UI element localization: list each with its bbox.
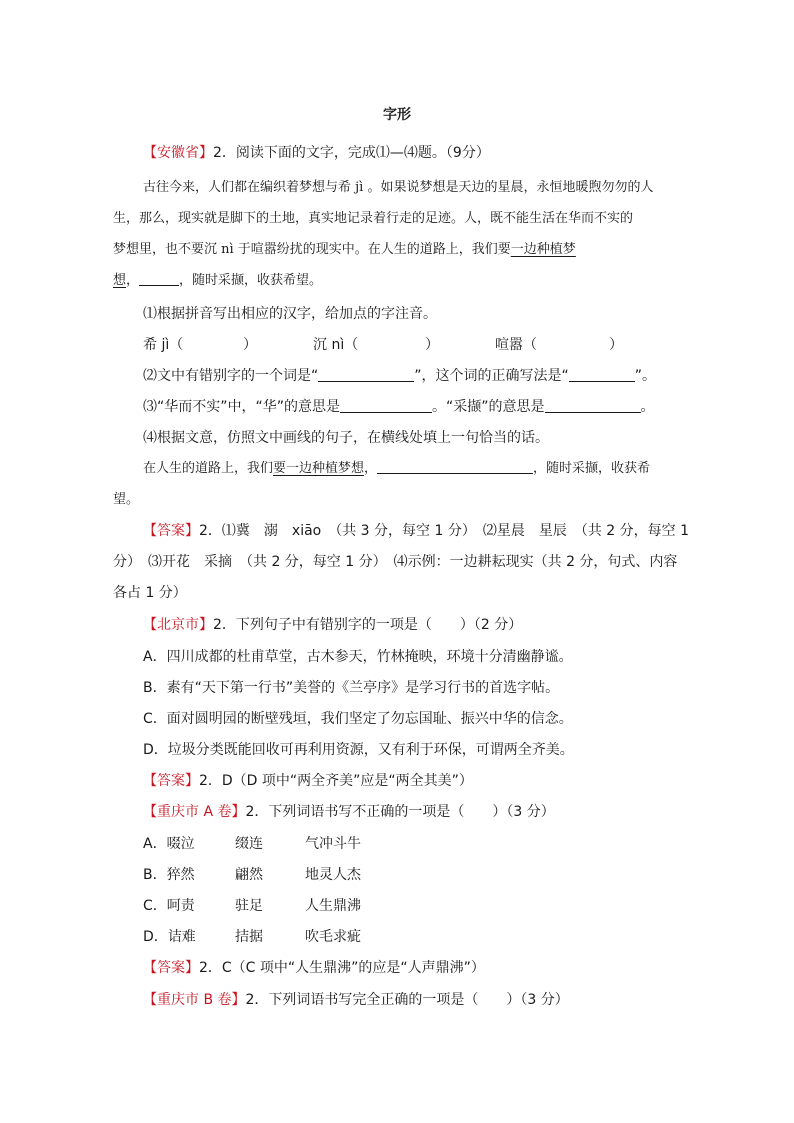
q2-option-a: A．四川成都的杜甫草堂，古木参天，竹林掩映，环境十分清幽静谧。 xyxy=(143,649,573,665)
q3-answer: 【答案】2．C（C 项中“人生鼎沸”的应是“人声鼎沸”） xyxy=(143,960,485,976)
q2-option-b: B．素有“天下第一行书”美誉的《兰亭序》是学习行书的首选字帖。 xyxy=(143,680,560,696)
q2-option-c: C．面对圆明园的断壁残垣，我们坚定了勿忘国耻、振兴中华的信念。 xyxy=(143,711,573,727)
item-xi-ji: 希 jì（ xyxy=(143,337,184,353)
q1-sub2: ⑵文中有错别字的一个词是“ ”，这个词的正确写法是“ ”。 xyxy=(143,368,657,384)
q1-sub4-sentence: 在人生的道路上，我们要一边种植梦想， ，随时采撷，收获希 xyxy=(143,461,651,476)
q2-option-d: D．垃圾分类既能回收可再利用资源，又有利于环保，可谓两全齐美。 xyxy=(143,742,574,758)
page-title: 字形 xyxy=(383,107,411,123)
q1-passage-line-3 xyxy=(113,240,576,260)
q1-region-tag: 【安徽省】 xyxy=(143,145,213,161)
q3-heading xyxy=(143,802,555,822)
answer-tag: 【答案】 xyxy=(143,523,199,539)
q1-sub4: ⑷根据文意，仿照文中画线的句子，在横线处填上一句恰当的话。 xyxy=(143,430,549,446)
q1-passage-line-2: 生，那么，现实就是脚下的土地，真实地记录着行走的足迹。人，既不能生活在华而不实的 xyxy=(113,211,634,226)
q1-underlined-end: 想 xyxy=(113,273,127,288)
q1-answer-line-2: 分） ⑶开花 采摘 （共 2 分，每空 1 分） ⑷示例：一边耕耘现实（共 2 分，句式、内容 xyxy=(113,554,678,570)
q2-heading xyxy=(143,615,522,635)
q1-prompt: 2．阅读下面的文字，完成⑴—⑷题。（9分） xyxy=(213,145,490,161)
q4-heading xyxy=(143,990,569,1010)
q4-region-tag: 【重庆市 B 卷】 xyxy=(143,992,246,1008)
q1-sub4-sentence-end: 望。 xyxy=(113,492,140,507)
q1-answer-line-1: 【答案】2．⑴冀 溺 xiāo （共 3 分，每空 1 分） ⑵星晨 星辰 （共 2 分，每空 1 xyxy=(143,523,690,539)
item-chen-ni: 沉 nì（ xyxy=(313,337,359,353)
passage-blank xyxy=(139,271,179,286)
q3-prompt: 2．下列词语书写不正确的一项是（ ）（3 分） xyxy=(245,804,555,820)
q3-option-a: A．啜泣 缀连 气冲斗牛 xyxy=(143,836,361,852)
q2-answer: 【答案】2．D（D 项中“两全齐美”应是“两全其美”） xyxy=(143,773,473,789)
item-xuan-xiao: 喧嚣（ xyxy=(495,337,537,353)
answer-blank xyxy=(569,367,635,382)
q1-sub1-items: 希 jì（ ） 沉 nì（ ） 喧嚣（ ） xyxy=(143,337,623,353)
answer-tag: 【答案】 xyxy=(143,773,199,789)
q2-region-tag: 【北京市】 xyxy=(143,617,213,633)
q1-heading xyxy=(143,143,490,163)
q1-underlined-sentence: 一边种植梦 xyxy=(510,242,576,257)
q1-passage-line-1: 古往今来，人们都在编织着梦想与希 jì 。如果说梦想是天边的星晨，永恒地暖煦勿勿的人 xyxy=(143,180,654,195)
q3-option-d: D．诘难 拮据 吹毛求疵 xyxy=(143,929,361,945)
q3-region-tag: 【重庆市 A 卷】 xyxy=(143,804,246,820)
q1-answer-line-3: 各占 1 分） xyxy=(113,585,187,601)
answer-blank xyxy=(377,459,533,474)
answer-blank xyxy=(340,398,432,413)
q1-passage-text: 梦想里，也不要沉 nì 于喧嚣纷扰的现实中。在人生的道路上，我们要 xyxy=(113,242,511,257)
q4-prompt: 2．下列词语书写完全正确的一项是（ ）（3 分） xyxy=(245,992,569,1008)
q2-prompt: 2．下列句子中有错别字的一项是（ ）（2 分） xyxy=(213,617,523,633)
q3-option-b: B．猝然 翩然 地灵人杰 xyxy=(143,867,361,883)
q1-passage-line-4: 想， ，随时采撷，收获希望。 xyxy=(113,273,323,288)
answer-blank xyxy=(545,398,641,413)
q1-sub3: ⑶“华而不实”中，“华”的意思是 。“采撷”的意思是 。 xyxy=(143,399,655,415)
q3-option-c: C．呵责 驻足 人生鼎沸 xyxy=(143,898,361,914)
q1-sub1: ⑴根据拼音写出相应的汉字，给加点的字注音。 xyxy=(143,306,437,322)
answer-tag: 【答案】 xyxy=(143,960,199,976)
answer-blank xyxy=(318,367,414,382)
